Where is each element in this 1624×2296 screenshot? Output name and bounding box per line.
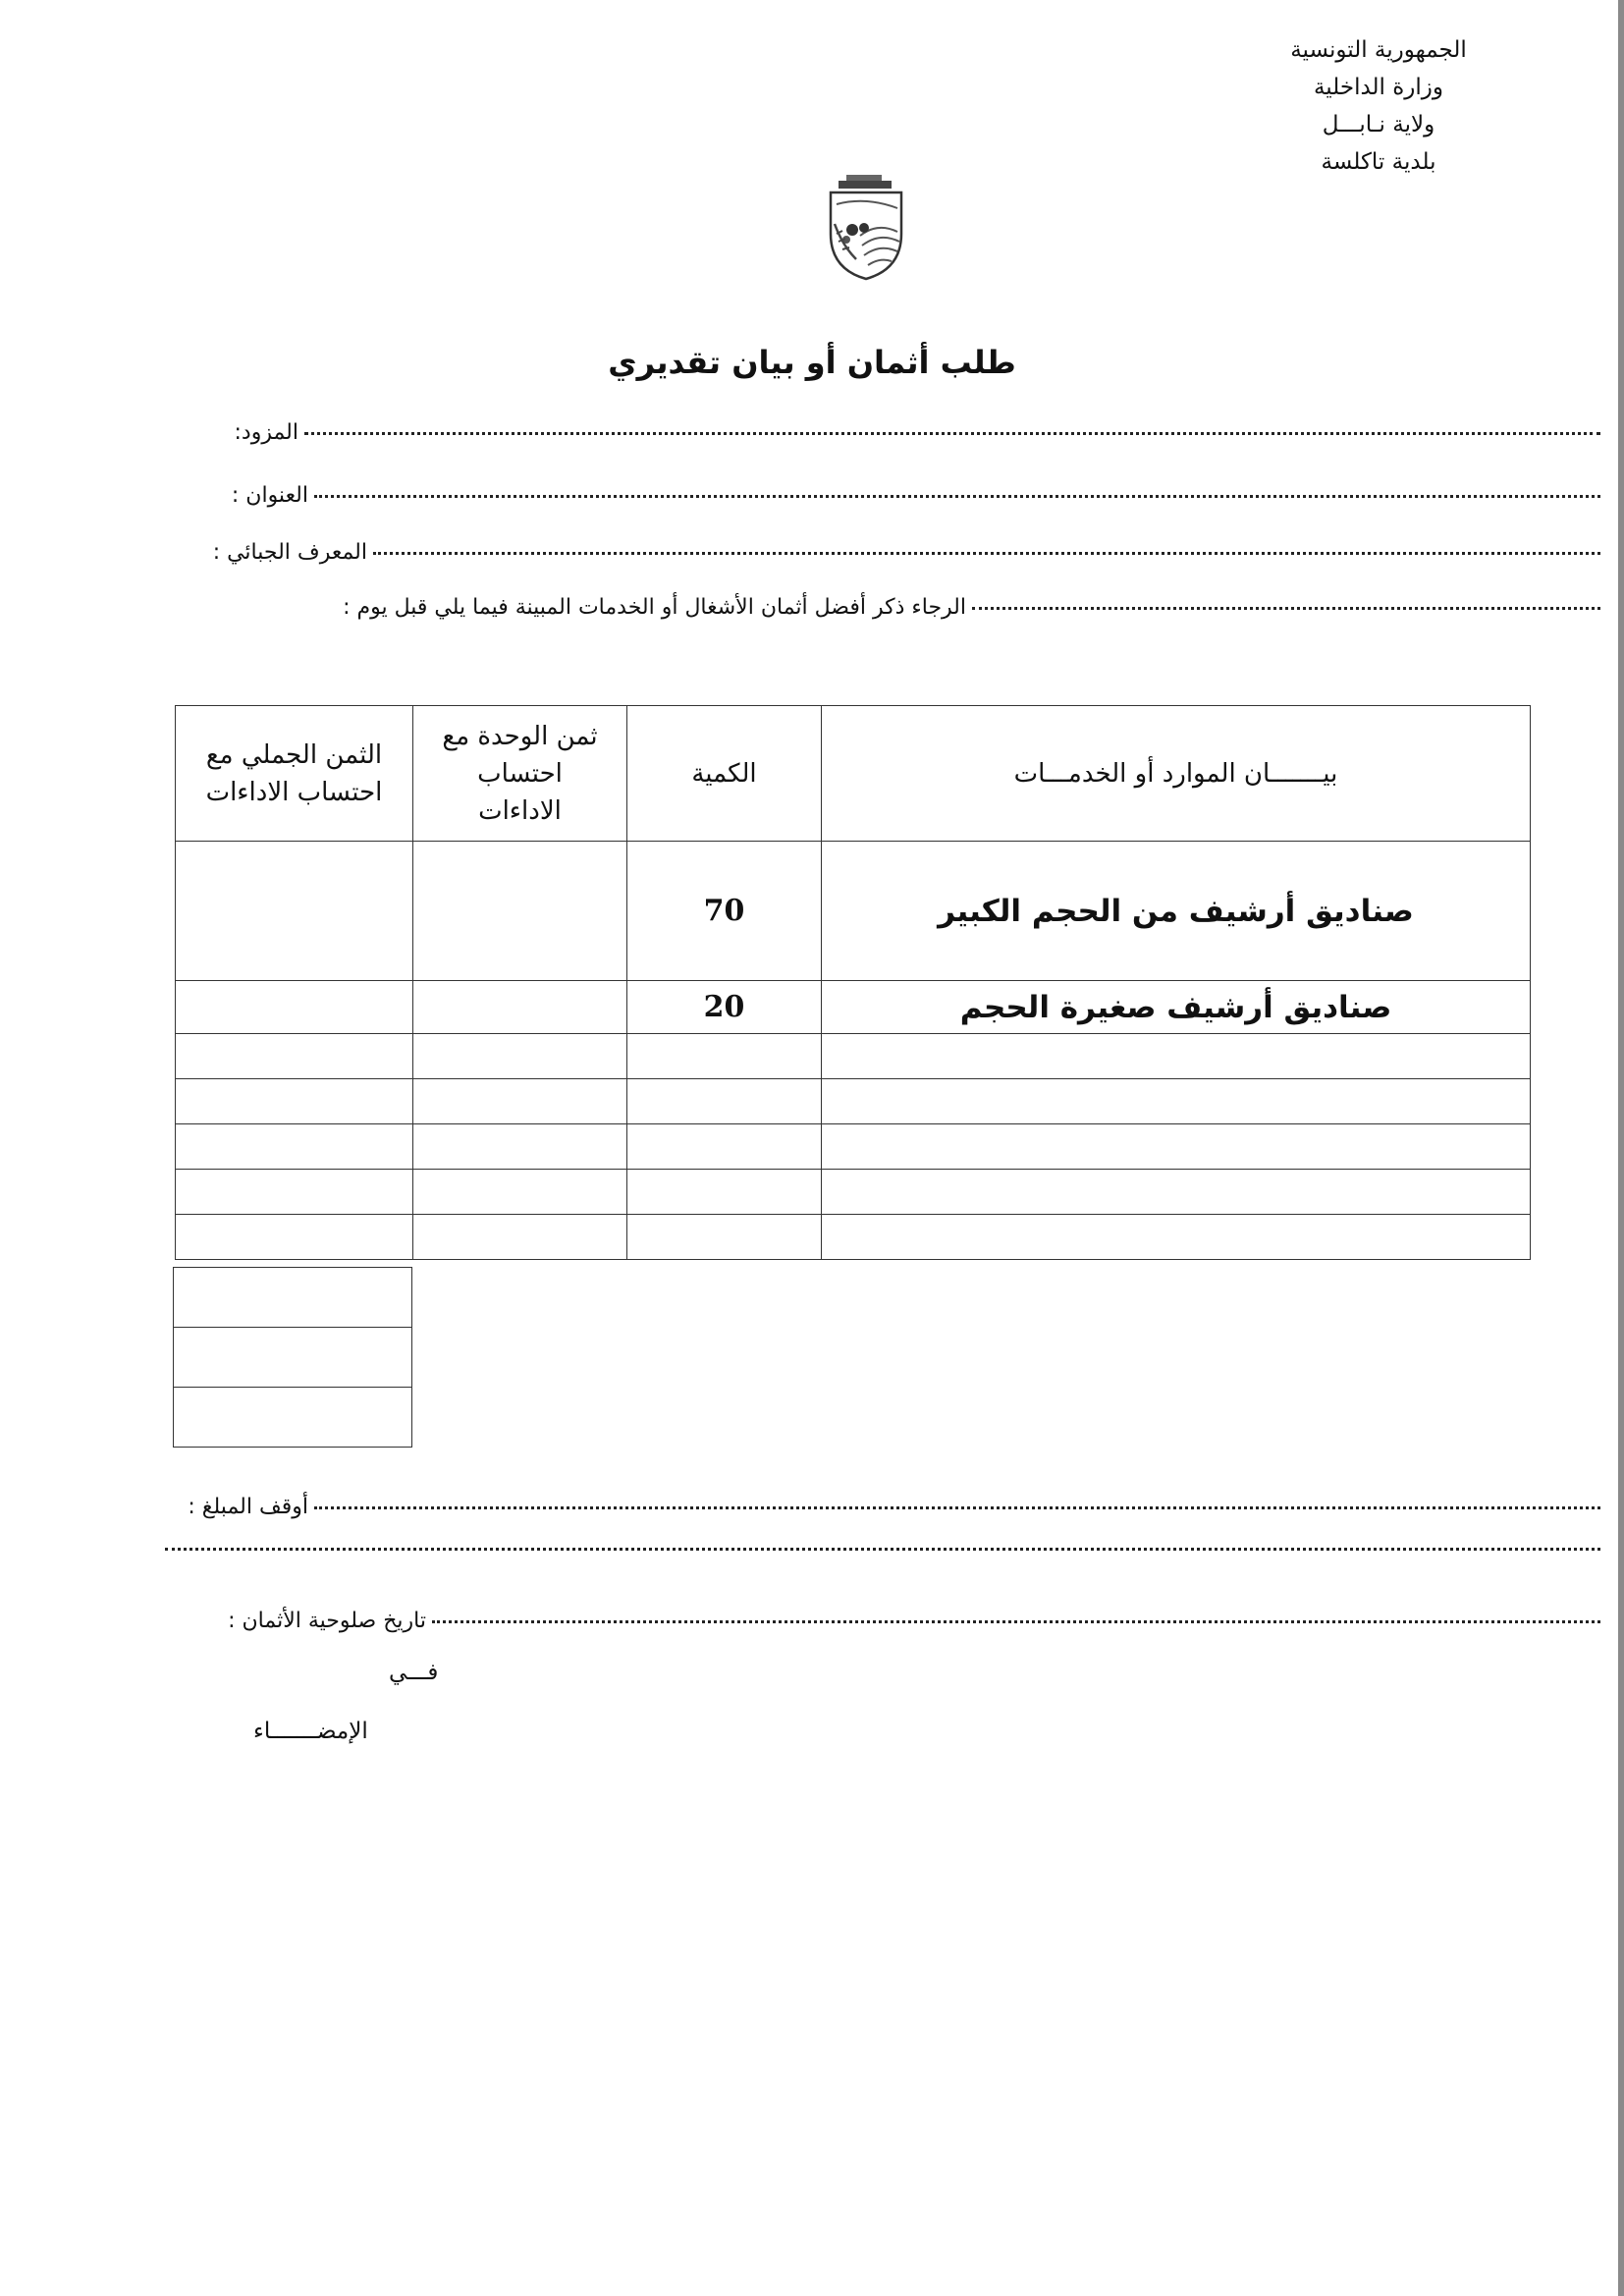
empty-cell[interactable] [822, 1034, 1531, 1079]
validity-date-dotted-line [432, 1620, 1600, 1623]
validity-date-field[interactable] [228, 1609, 1600, 1633]
total-cell[interactable] [174, 1268, 412, 1328]
row-2-quantity: 20 [627, 981, 822, 1034]
amount-continuation-dotted-line [165, 1548, 1600, 1551]
empty-cell[interactable] [413, 1170, 627, 1215]
document-title: طلب أثمان أو بيان تقديري [608, 344, 1016, 381]
header-governorate: ولاية نـابـــل [1322, 112, 1435, 137]
signature-label: الإمضـــــــاء [253, 1719, 368, 1744]
empty-cell[interactable] [627, 1124, 822, 1170]
empty-cell[interactable] [176, 1170, 413, 1215]
empty-cell[interactable] [413, 1034, 627, 1079]
empty-cell[interactable] [176, 1034, 413, 1079]
empty-cell[interactable] [822, 1124, 1531, 1170]
table-row [176, 1215, 1531, 1260]
header-unit-price: ثمن الوحدة مع احتساب الاداءات [413, 706, 627, 842]
empty-cell[interactable] [822, 1079, 1531, 1124]
empty-cell[interactable] [822, 1215, 1531, 1260]
total-column-extension [173, 1267, 412, 1448]
empty-cell[interactable] [413, 1079, 627, 1124]
empty-cell[interactable] [822, 1170, 1531, 1215]
empty-cell[interactable] [627, 1170, 822, 1215]
row-1-quantity: 70 [627, 842, 822, 981]
supplier-dotted-line [304, 432, 1600, 435]
supplier-field[interactable] [234, 420, 1600, 445]
request-deadline-field[interactable] [343, 595, 1600, 620]
amount-continuation-field[interactable] [165, 1552, 1600, 1555]
amount-label: أوقف المبلغ : [188, 1495, 308, 1519]
row-1-total-price[interactable] [176, 842, 413, 981]
table-row [176, 1079, 1531, 1124]
row-2-unit-price[interactable] [413, 981, 627, 1034]
request-deadline-label: الرجاء ذكر أفضل أثمان الأشغال أو الخدمات المبينة فيما يلي قبل يوم : [343, 595, 966, 620]
scan-edge [1618, 0, 1624, 2296]
empty-cell[interactable] [176, 1079, 413, 1124]
supplier-label: المزود: [234, 420, 298, 445]
issuer-header [1231, 31, 1526, 181]
row-2-description: صناديق أرشيف صغيرة الحجم [822, 981, 1531, 1034]
items-table [175, 705, 1531, 1260]
empty-cell[interactable] [176, 1124, 413, 1170]
address-label: العنوان : [231, 483, 308, 508]
tax-id-field[interactable] [213, 540, 1600, 565]
table-row [176, 981, 1531, 1034]
row-2-total-price[interactable] [176, 981, 413, 1034]
address-dotted-line [314, 495, 1600, 498]
empty-cell[interactable] [627, 1034, 822, 1079]
empty-cell[interactable] [176, 1215, 413, 1260]
empty-cell[interactable] [413, 1215, 627, 1260]
header-municipality: بلدية تاكلسة [1321, 149, 1436, 175]
table-row [176, 842, 1531, 981]
amount-field[interactable] [188, 1495, 1600, 1519]
municipality-emblem-icon [817, 175, 915, 283]
table-header-row [176, 706, 1531, 842]
header-description: بيـــــــان الموارد أو الخدمـــات [822, 706, 1531, 842]
tax-id-label: المعرف الجبائي : [212, 540, 367, 565]
header-total-price: الثمن الجملي مع احتساب الاداءات [176, 706, 413, 842]
request-deadline-dotted-line [972, 607, 1600, 610]
empty-cell[interactable] [627, 1079, 822, 1124]
amount-dotted-line [314, 1506, 1600, 1509]
row-1-description: صناديق أرشيف من الحجم الكبير [822, 842, 1531, 981]
header-ministry: وزارة الداخلية [1313, 75, 1444, 100]
header-republic: الجمهورية التونسية [1290, 37, 1467, 63]
table-row [176, 1170, 1531, 1215]
header-quantity: الكمية [627, 706, 822, 842]
empty-cell[interactable] [627, 1215, 822, 1260]
row-1-unit-price[interactable] [413, 842, 627, 981]
total-cell[interactable] [174, 1388, 412, 1448]
total-cell[interactable] [174, 1328, 412, 1388]
table-row [176, 1034, 1531, 1079]
tax-id-dotted-line [373, 552, 1600, 555]
empty-cell[interactable] [413, 1124, 627, 1170]
table-row [176, 1124, 1531, 1170]
address-field[interactable] [232, 483, 1600, 508]
place-label: فـــي [389, 1660, 439, 1685]
validity-date-label: تاريخ صلوحية الأثمان : [228, 1609, 426, 1633]
